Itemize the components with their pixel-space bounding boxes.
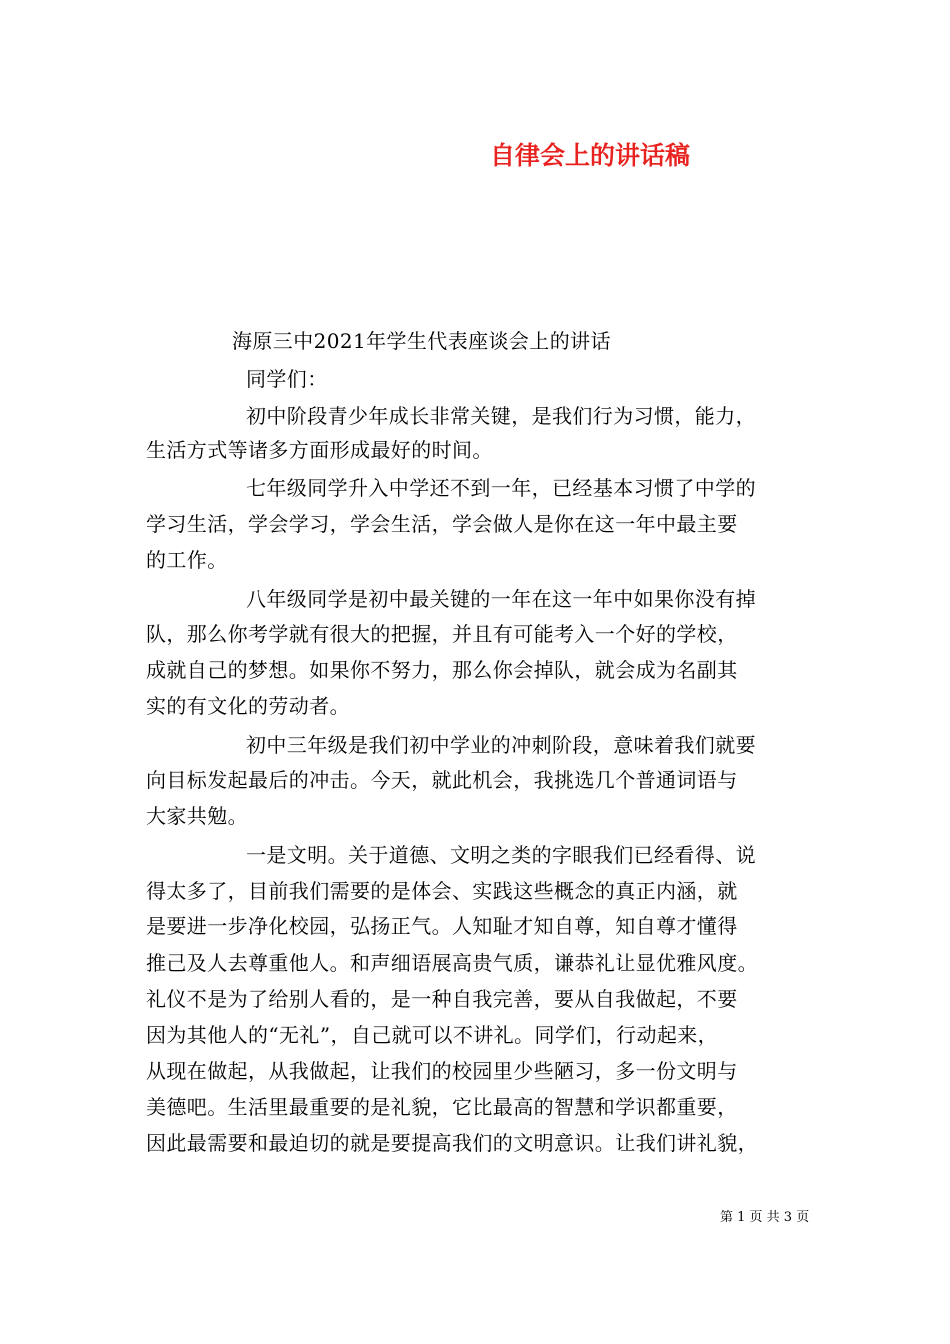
paragraph-line: 大家共勉。 [146,804,248,828]
paragraph-line: 初中三年级是我们初中学业的冲刺阶段，意味着我们就要 [246,733,756,757]
paragraph-line: 礼仪不是为了给别人看的，是一种自我完善，要从自我做起，不要 [146,987,738,1011]
speech-subtitle: 海原三中2021年学生代表座谈会上的讲话 [232,329,611,353]
paragraph-line: 生活方式等诸多方面形成最好的时间。 [146,438,493,462]
paragraph-line: 得太多了，目前我们需要的是体会、实践这些概念的真正内涵，就 [146,879,738,903]
paragraph-line: 学习生活，学会学习，学会生活，学会做人是你在这一年中最主要 [146,512,738,536]
paragraph-line: 八年级同学是初中最关键的一年在这一年中如果你没有掉 [246,587,756,611]
document-title: 自律会上的讲话稿 [490,141,691,170]
paragraph-line: 的工作。 [146,548,228,572]
paragraph-line: 实的有文化的劳动者。 [146,694,350,718]
paragraph-line: 一是文明。关于道德、文明之类的字眼我们已经看得、说 [246,843,756,867]
paragraph-line: 因此最需要和最迫切的就是要提高我们的文明意识。让我们讲礼貌， [146,1131,758,1155]
paragraph-line: 成就自己的梦想。如果你不努力，那么你会掉队，就会成为名副其 [146,658,738,682]
paragraph-line: 推己及人去尊重他人。和声细语展高贵气质，谦恭礼让显优雅风度。 [146,951,758,975]
paragraph-line: 从现在做起，从我做起，让我们的校园里少些陋习，多一份文明与 [146,1059,738,1083]
paragraph-line: 向目标发起最后的冲击。今天，就此机会，我挑选几个普通词语与 [146,768,738,792]
paragraph-line: 是要进一步净化校园，弘扬正气。人知耻才知自尊，知自尊才懂得 [146,914,738,938]
paragraph-line: 美德吧。生活里最重要的是礼貌，它比最高的智慧和学识都重要， [146,1095,738,1119]
paragraph-line: 初中阶段青少年成长非常关键，是我们行为习惯，能力， [246,404,756,428]
paragraph-line: 七年级同学升入中学还不到一年，已经基本习惯了中学的 [246,476,756,500]
greeting: 同学们： [246,367,328,391]
paragraph-line: 因为其他人的“无礼”，自己就可以不讲礼。同学们，行动起来， [146,1023,719,1047]
page-footer: 第 1 页 共 3 页 [720,1210,810,1225]
paragraph-line: 队，那么你考学就有很大的把握，并且有可能考入一个好的学校， [146,622,738,646]
